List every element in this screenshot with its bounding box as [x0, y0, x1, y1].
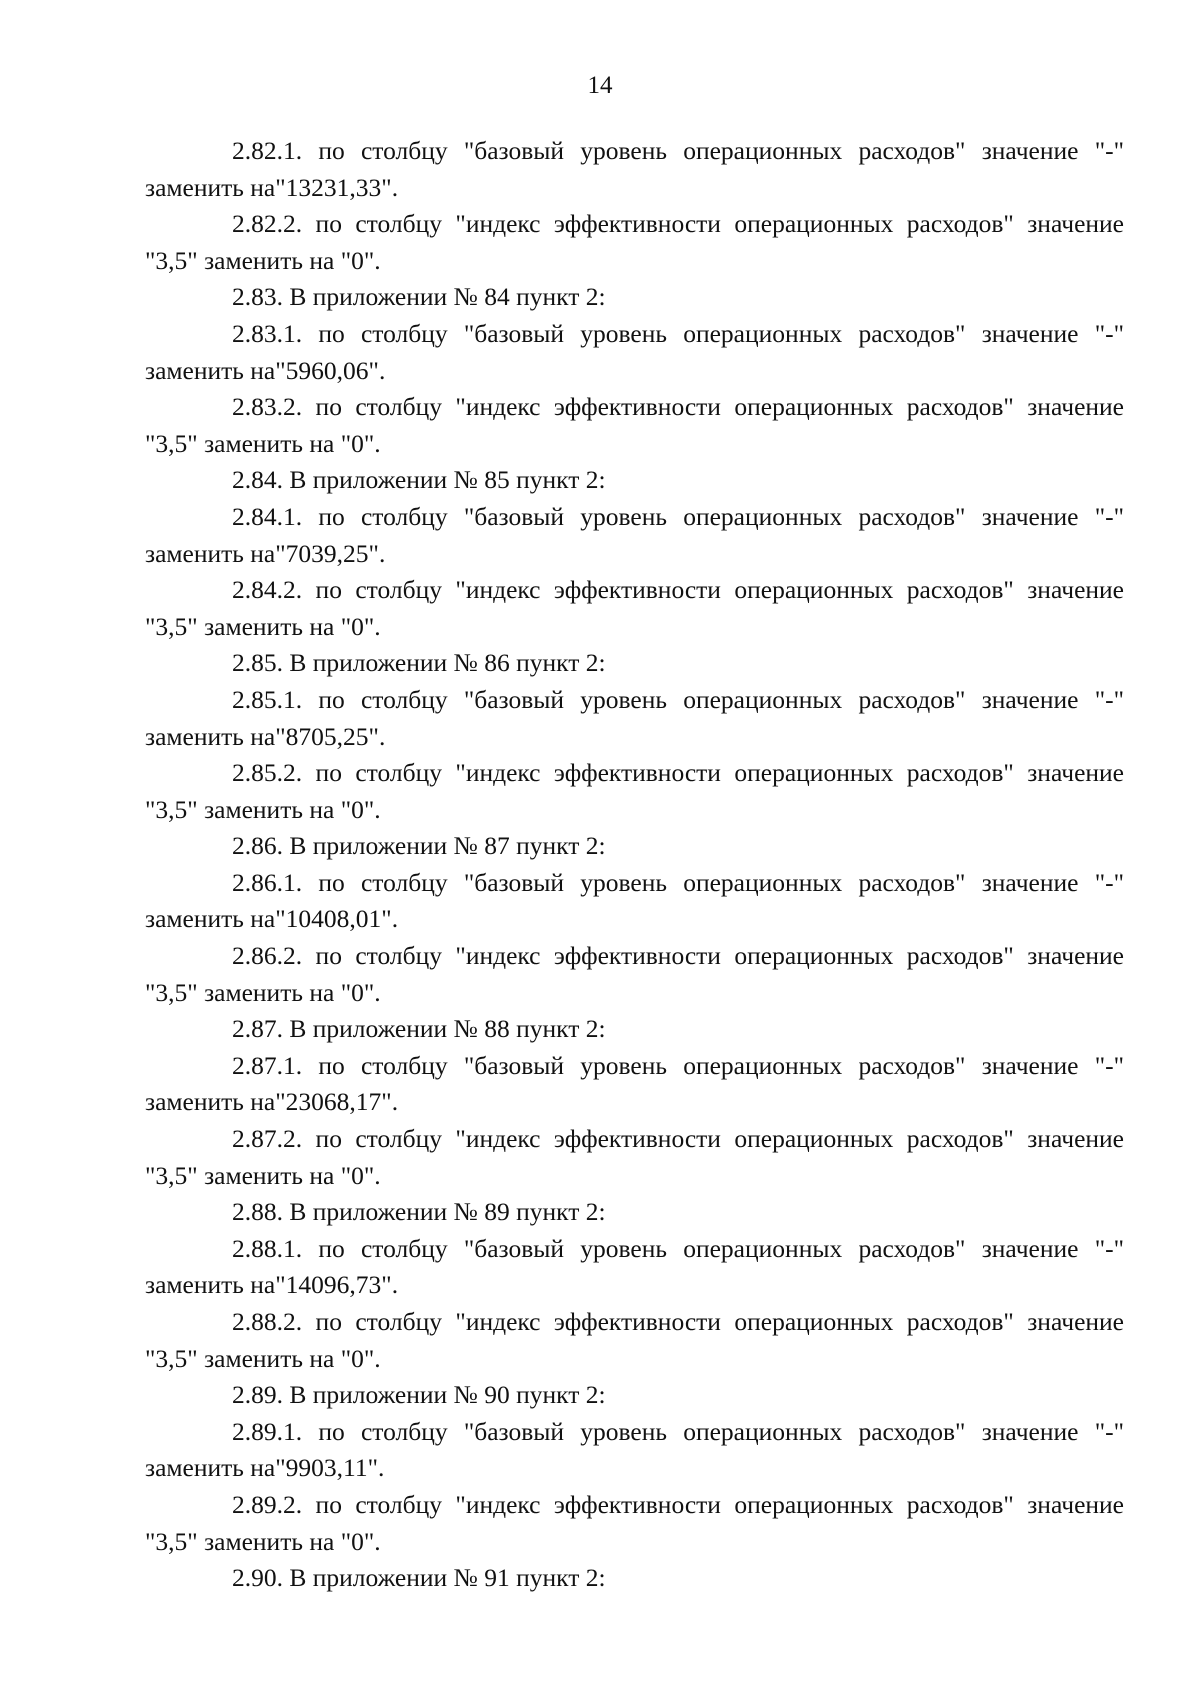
paragraph: 2.87.2. по столбцу "индекс эффективности операционных расходов" значение "3,5" заменить на "0".	[145, 1124, 1124, 1190]
paragraph: 2.85. В приложении № 86 пункт 2:	[232, 648, 606, 678]
paragraph: 2.82.1. по столбцу "базовый уровень операционных расходов" значение "-" заменить на"13231,33".	[145, 136, 1124, 202]
paragraph: 2.83.1. по столбцу "базовый уровень операционных расходов" значение "-" заменить на"5960,06".	[145, 318, 1124, 385]
paragraph: 2.84.1. по столбцу "базовый уровень операционных расходов" значение "-" заменить на"7039,25".	[145, 501, 1124, 568]
paragraph: 2.89.1. по столбцу "базовый уровень операционных расходов" значение "-" заменить на"9903,11".	[145, 1416, 1124, 1483]
paragraph: 2.89. В приложении № 90 пункт 2:	[232, 1380, 606, 1410]
document-body	[145, 133, 1124, 1597]
paragraph: 2.86.2. по столбцу "индекс эффективности операционных расходов" значение "3,5" заменить на "0".	[145, 941, 1124, 1007]
paragraph: 2.90. В приложении № 91 пункт 2:	[232, 1563, 606, 1593]
paragraph: 2.85.2. по столбцу "индекс эффективности операционных расходов" значение "3,5" заменить на "0".	[145, 758, 1124, 824]
paragraph: 2.84. В приложении № 85 пункт 2:	[232, 465, 606, 495]
paragraph: 2.85.1. по столбцу "базовый уровень операционных расходов" значение "-" заменить на"8705,25".	[145, 684, 1124, 751]
paragraph: 2.88.2. по столбцу "индекс эффективности операционных расходов" значение "3,5" заменить на "0".	[145, 1307, 1124, 1373]
paragraph: 2.83. В приложении № 84 пункт 2:	[232, 282, 606, 312]
paragraph: 2.87.1. по столбцу "базовый уровень операционных расходов" значение "-" заменить на"23068,17".	[145, 1050, 1124, 1117]
paragraph: 2.82.2. по столбцу "индекс эффективности операционных расходов" значение "3,5" заменить на "0".	[145, 209, 1124, 275]
paragraph: 2.84.2. по столбцу "индекс эффективности операционных расходов" значение "3,5" заменить на "0".	[145, 575, 1124, 641]
paragraph: 2.88. В приложении № 89 пункт 2:	[232, 1197, 606, 1227]
paragraph: 2.86.1. по столбцу "базовый уровень операционных расходов" значение "-" заменить на"10408,01".	[145, 867, 1124, 934]
paragraph: 2.88.1. по столбцу "базовый уровень операционных расходов" значение "-" заменить на"14096,73".	[145, 1233, 1124, 1300]
paragraph: 2.83.2. по столбцу "индекс эффективности операционных расходов" значение "3,5" заменить на "0".	[145, 392, 1124, 458]
paragraph: 2.89.2. по столбцу "индекс эффективности операционных расходов" значение "3,5" заменить на "0".	[145, 1489, 1124, 1556]
paragraph: 2.86. В приложении № 87 пункт 2:	[232, 831, 606, 861]
paragraph: 2.87. В приложении № 88 пункт 2:	[232, 1014, 606, 1044]
page-number: 14	[587, 72, 613, 99]
